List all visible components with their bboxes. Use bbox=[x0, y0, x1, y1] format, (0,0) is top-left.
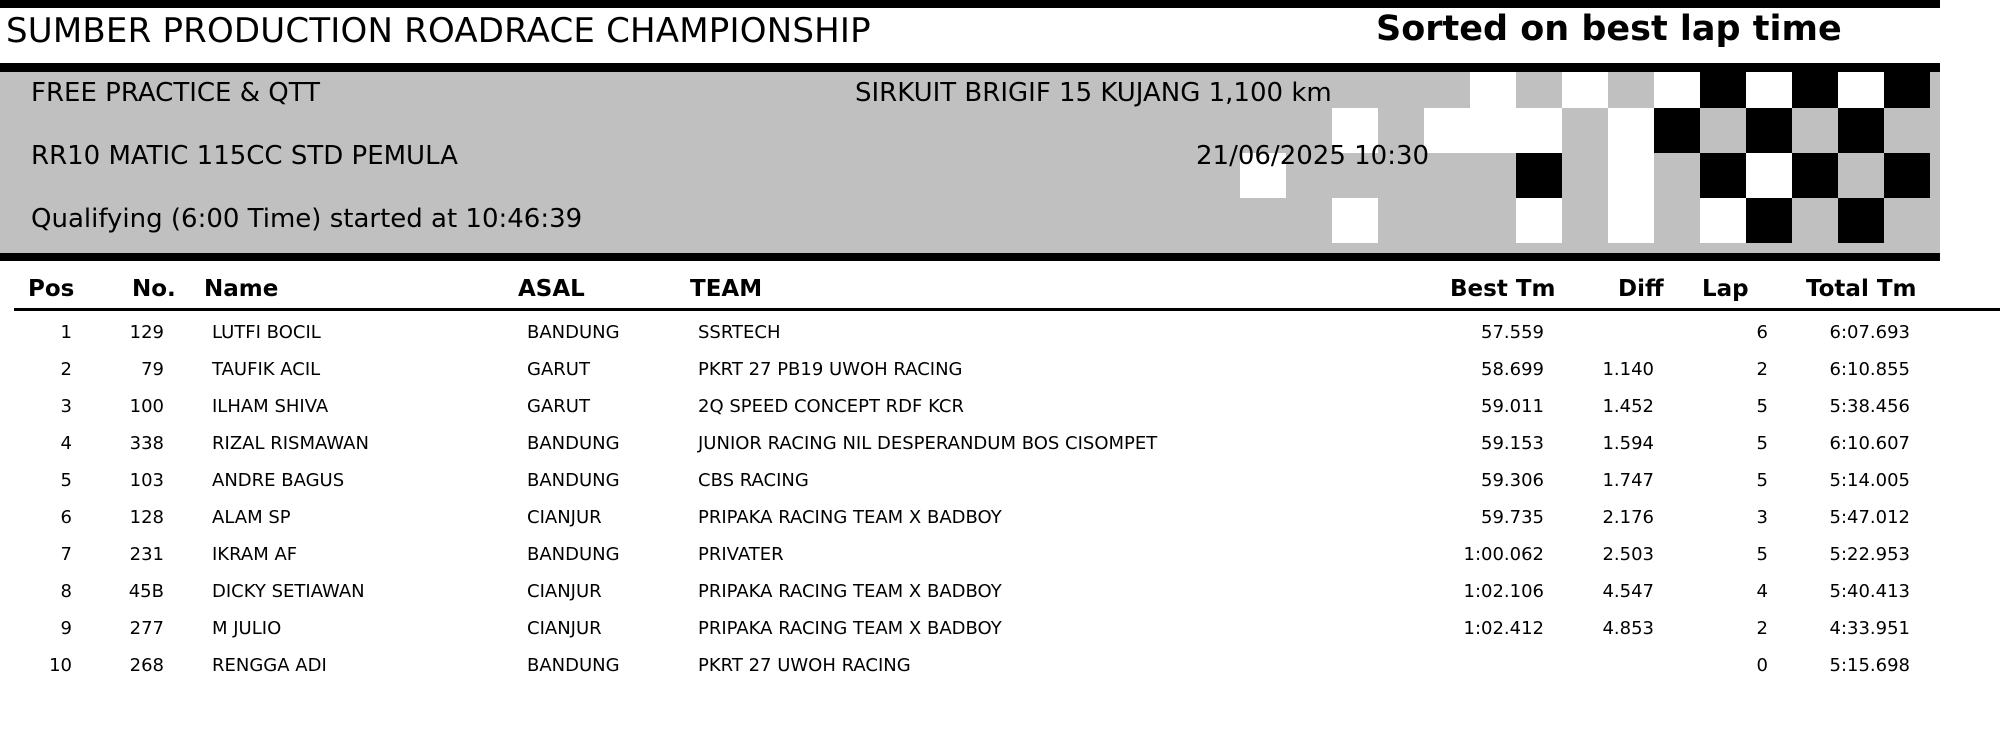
cell-team: PKRT 27 PB19 UWOH RACING bbox=[698, 359, 963, 380]
cell-lap: 5 bbox=[1756, 433, 1768, 454]
cell-total-time: 5:14.005 bbox=[1829, 470, 1910, 491]
flag-square bbox=[1746, 153, 1792, 198]
cell-best-time: 59.011 bbox=[1481, 396, 1544, 417]
cell-total-time: 5:22.953 bbox=[1829, 544, 1910, 565]
cell-name: ALAM SP bbox=[212, 507, 291, 528]
cell-team: PRIPAKA RACING TEAM X BADBOY bbox=[698, 618, 1002, 639]
cell-lap: 2 bbox=[1756, 359, 1768, 380]
cell-pos: 2 bbox=[60, 359, 72, 380]
cell-lap: 4 bbox=[1756, 581, 1768, 602]
cell-no: 338 bbox=[129, 433, 164, 454]
flag-square bbox=[1608, 108, 1654, 153]
cell-best-time: 59.735 bbox=[1481, 507, 1544, 528]
top-rule bbox=[0, 0, 1940, 8]
session-datetime: 21/06/2025 10:30 bbox=[1196, 141, 1430, 171]
cell-team: JUNIOR RACING NIL DESPERANDUM BOS CISOMPET bbox=[698, 433, 1158, 454]
table-row bbox=[0, 537, 2000, 574]
header-best-time: Best Tm bbox=[1450, 276, 1556, 302]
panel-bottom-rule bbox=[0, 253, 1940, 261]
cell-diff: 4.853 bbox=[1602, 618, 1654, 639]
cell-lap: 5 bbox=[1756, 396, 1768, 417]
header-name: Name bbox=[204, 276, 279, 302]
flag-square bbox=[1838, 108, 1884, 153]
cell-asal: CIANJUR bbox=[527, 507, 602, 528]
cell-lap: 3 bbox=[1756, 507, 1768, 528]
table-row bbox=[0, 611, 2000, 648]
cell-no: 103 bbox=[129, 470, 164, 491]
flag-square bbox=[1332, 198, 1378, 243]
cell-team: PRIPAKA RACING TEAM X BADBOY bbox=[698, 507, 1002, 528]
cell-total-time: 6:07.693 bbox=[1829, 322, 1910, 343]
cell-asal: BANDUNG bbox=[527, 433, 620, 454]
header-asal: ASAL bbox=[518, 276, 585, 302]
cell-asal: BANDUNG bbox=[527, 470, 620, 491]
cell-name: LUTFI BOCIL bbox=[212, 322, 321, 343]
cell-lap: 5 bbox=[1756, 470, 1768, 491]
cell-best-time: 1:02.106 bbox=[1463, 581, 1544, 602]
circuit-name: SIRKUIT BRIGIF 15 KUJANG 1,100 km bbox=[855, 78, 1332, 108]
table-row bbox=[0, 500, 2000, 537]
cell-no: 128 bbox=[129, 507, 164, 528]
cell-asal: GARUT bbox=[527, 396, 590, 417]
header-team: TEAM bbox=[690, 276, 763, 302]
cell-team: CBS RACING bbox=[698, 470, 809, 491]
sort-note: Sorted on best lap time bbox=[1376, 9, 1842, 49]
header-total-time: Total Tm bbox=[1806, 276, 1917, 302]
cell-diff: 1.140 bbox=[1602, 359, 1654, 380]
cell-total-time: 5:40.413 bbox=[1829, 581, 1910, 602]
flag-square bbox=[1608, 153, 1654, 198]
cell-best-time: 57.559 bbox=[1481, 322, 1544, 343]
cell-asal: BANDUNG bbox=[527, 544, 620, 565]
cell-name: DICKY SETIAWAN bbox=[212, 581, 365, 602]
cell-lap: 0 bbox=[1756, 655, 1768, 676]
cell-asal: GARUT bbox=[527, 359, 590, 380]
flag-square bbox=[1424, 108, 1470, 153]
cell-lap: 5 bbox=[1756, 544, 1768, 565]
cell-asal: CIANJUR bbox=[527, 618, 602, 639]
table-row bbox=[0, 648, 2000, 685]
flag-square bbox=[1746, 72, 1792, 108]
cell-name: RIZAL RISMAWAN bbox=[212, 433, 369, 454]
cell-diff: 4.547 bbox=[1602, 581, 1654, 602]
flag-square bbox=[1470, 108, 1516, 153]
flag-square bbox=[1608, 198, 1654, 243]
cell-best-time: 59.153 bbox=[1481, 433, 1544, 454]
flag-square bbox=[1700, 198, 1746, 243]
cell-lap: 6 bbox=[1756, 322, 1768, 343]
cell-no: 45B bbox=[128, 581, 164, 602]
cell-total-time: 6:10.607 bbox=[1829, 433, 1910, 454]
flag-square bbox=[1470, 72, 1516, 108]
header-underline bbox=[14, 308, 2000, 311]
cell-diff: 2.503 bbox=[1602, 544, 1654, 565]
flag-square bbox=[1654, 108, 1700, 153]
table-row bbox=[0, 426, 2000, 463]
qualifying-info: Qualifying (6:00 Time) started at 10:46:39 bbox=[31, 204, 583, 234]
flag-square bbox=[1700, 72, 1746, 108]
cell-pos: 7 bbox=[60, 544, 72, 565]
header-no: No. bbox=[132, 276, 176, 302]
cell-pos: 1 bbox=[60, 322, 72, 343]
cell-diff: 1.747 bbox=[1602, 470, 1654, 491]
cell-best-time: 59.306 bbox=[1481, 470, 1544, 491]
cell-lap: 2 bbox=[1756, 618, 1768, 639]
session-name: FREE PRACTICE & QTT bbox=[31, 78, 321, 108]
header-diff: Diff bbox=[1618, 276, 1664, 302]
cell-pos: 8 bbox=[60, 581, 72, 602]
cell-best-time: 1:00.062 bbox=[1463, 544, 1544, 565]
cell-name: ILHAM SHIVA bbox=[212, 396, 329, 417]
cell-diff: 1.594 bbox=[1602, 433, 1654, 454]
flag-square bbox=[1884, 72, 1930, 108]
cell-pos: 4 bbox=[60, 433, 72, 454]
flag-square bbox=[1516, 108, 1562, 153]
cell-asal: CIANJUR bbox=[527, 581, 602, 602]
cell-name: IKRAM AF bbox=[212, 544, 298, 565]
table-row bbox=[0, 574, 2000, 611]
flag-square bbox=[1700, 153, 1746, 198]
cell-total-time: 5:38.456 bbox=[1829, 396, 1910, 417]
flag-square bbox=[1838, 72, 1884, 108]
flag-square bbox=[1884, 153, 1930, 198]
cell-asal: BANDUNG bbox=[527, 322, 620, 343]
flag-square bbox=[1838, 198, 1884, 243]
table-row bbox=[0, 389, 2000, 426]
cell-total-time: 4:33.951 bbox=[1829, 618, 1910, 639]
table-row bbox=[0, 315, 2000, 352]
header-lap: Lap bbox=[1702, 276, 1749, 302]
cell-pos: 6 bbox=[60, 507, 72, 528]
cell-diff: 2.176 bbox=[1602, 507, 1654, 528]
cell-name: RENGGA ADI bbox=[212, 655, 327, 676]
cell-pos: 10 bbox=[49, 655, 72, 676]
cell-team: PRIVATER bbox=[698, 544, 784, 565]
session-panel bbox=[0, 72, 1940, 253]
cell-total-time: 5:15.698 bbox=[1829, 655, 1910, 676]
cell-name: ANDRE BAGUS bbox=[212, 470, 345, 491]
championship-title: SUMBER PRODUCTION ROADRACE CHAMPIONSHIP bbox=[6, 11, 871, 51]
cell-team: PKRT 27 UWOH RACING bbox=[698, 655, 911, 676]
cell-team: SSRTECH bbox=[698, 322, 781, 343]
results-header-row bbox=[0, 272, 2000, 308]
cell-pos: 3 bbox=[60, 396, 72, 417]
cell-name: M JULIO bbox=[212, 618, 282, 639]
cell-total-time: 6:10.855 bbox=[1829, 359, 1910, 380]
cell-no: 79 bbox=[141, 359, 164, 380]
flag-square bbox=[1746, 108, 1792, 153]
cell-pos: 5 bbox=[60, 470, 72, 491]
flag-square bbox=[1654, 72, 1700, 108]
race-class: RR10 MATIC 115CC STD PEMULA bbox=[31, 141, 458, 171]
cell-best-time: 1:02.412 bbox=[1463, 618, 1544, 639]
cell-no: 100 bbox=[129, 396, 164, 417]
cell-team: 2Q SPEED CONCEPT RDF KCR bbox=[698, 396, 965, 417]
table-row bbox=[0, 352, 2000, 389]
flag-square bbox=[1516, 198, 1562, 243]
flag-square bbox=[1516, 153, 1562, 198]
cell-no: 129 bbox=[129, 322, 164, 343]
cell-pos: 9 bbox=[60, 618, 72, 639]
flag-square bbox=[1792, 72, 1838, 108]
cell-diff: 1.452 bbox=[1602, 396, 1654, 417]
header-rule bbox=[0, 63, 1940, 72]
flag-square bbox=[1562, 72, 1608, 108]
cell-no: 231 bbox=[129, 544, 164, 565]
cell-total-time: 5:47.012 bbox=[1829, 507, 1910, 528]
cell-asal: BANDUNG bbox=[527, 655, 620, 676]
header-pos: Pos bbox=[28, 276, 75, 302]
cell-no: 277 bbox=[129, 618, 164, 639]
cell-no: 268 bbox=[129, 655, 164, 676]
table-row bbox=[0, 463, 2000, 500]
cell-name: TAUFIK ACIL bbox=[212, 359, 321, 380]
cell-team: PRIPAKA RACING TEAM X BADBOY bbox=[698, 581, 1002, 602]
flag-square bbox=[1746, 198, 1792, 243]
cell-best-time: 58.699 bbox=[1481, 359, 1544, 380]
flag-square bbox=[1792, 153, 1838, 198]
